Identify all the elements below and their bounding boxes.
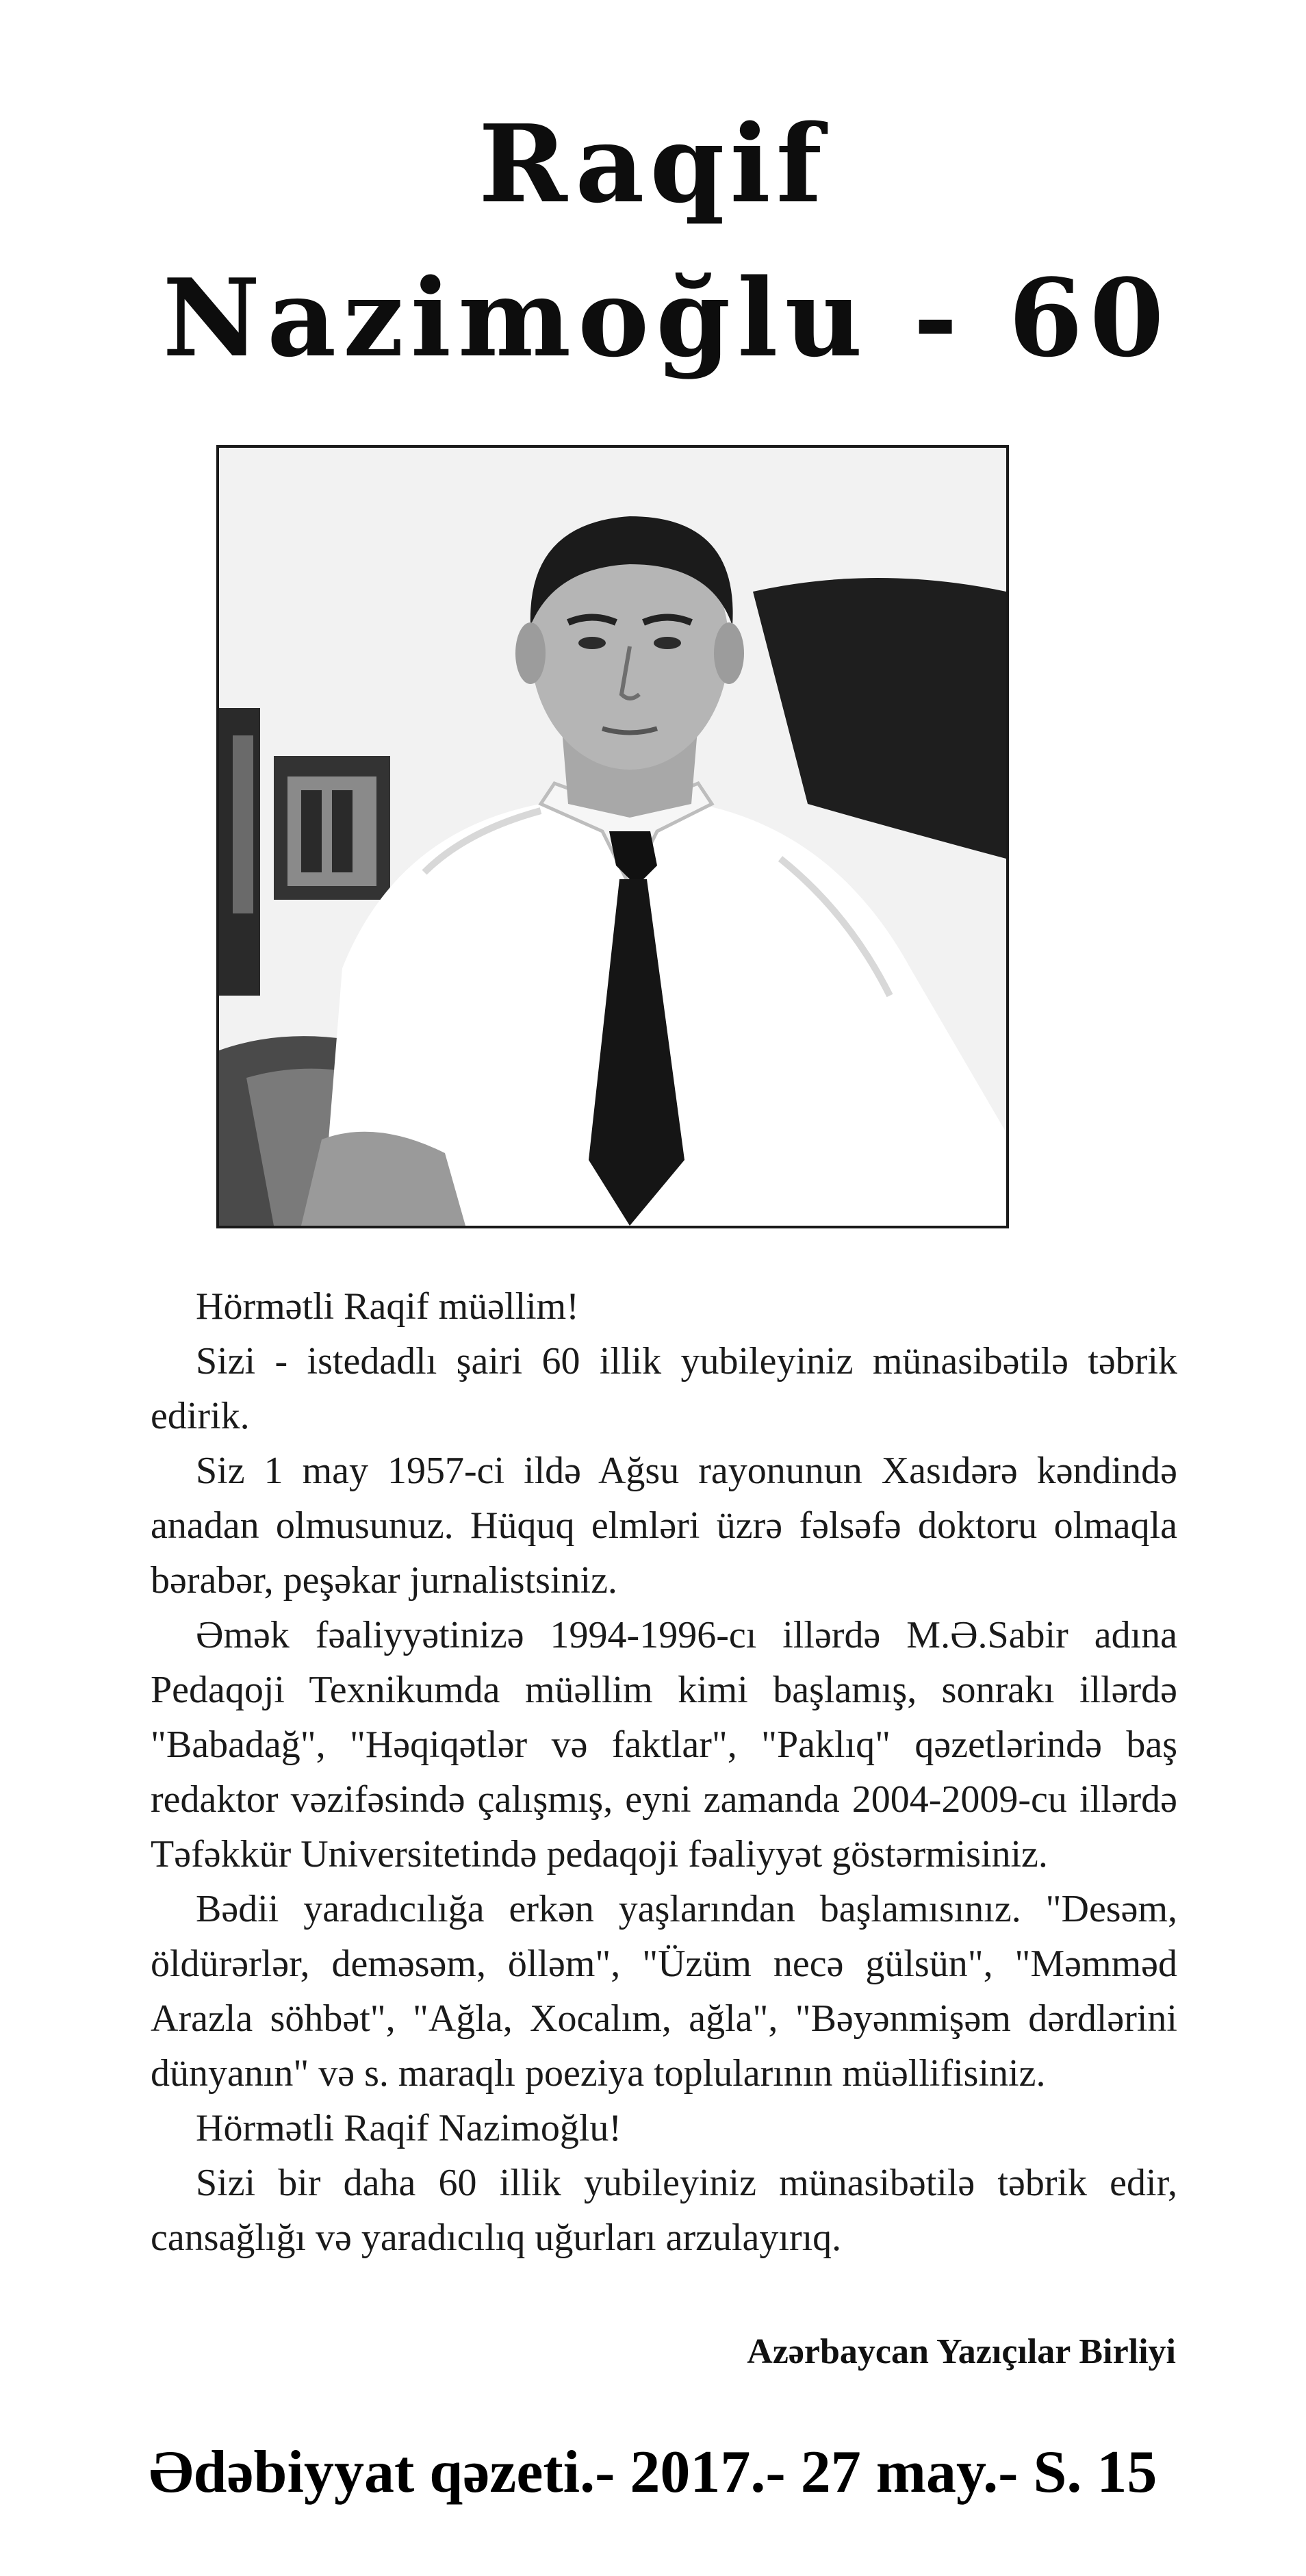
letter-body <box>151 1279 1177 2265</box>
portrait-photo <box>216 445 1009 1228</box>
letter-paragraph: Siz 1 may 1957-ci ildə Ağsu rayonunun Xasıdərə kəndində anadan olmusunuz. Hüquq elmləri üzrə fəlsəfə doktoru olmaqla bərabər, peşəkar jurnalistsiniz. <box>151 1450 1177 1602</box>
letter-signature: Azərbaycan Yazıçılar Birliyi <box>747 2332 1176 2371</box>
letter-second-greeting: Hörmətli Raqif Nazimoğlu! <box>196 2107 622 2149</box>
letter-paragraph: Sizi bir daha 60 illik yubileyiniz münasibətilə təbrik edir, cansağlığı və yaradıcılıq uğurları arzulayırıq. <box>151 2162 1177 2259</box>
letter-paragraph: Sizi - istedadlı şairi 60 illik yubileyiniz münasibətilə təbrik edirik. <box>151 1340 1177 1437</box>
letter-greeting: Hörmətli Raqif müəllim! <box>196 1285 579 1328</box>
letter-paragraph: Bədii yaradıcılığa erkən yaşlarından başlamısınız. "Desəm, öldürərlər, deməsəm, ölləm", "Üzüm necə gülsün", "Məmməd Arazla söhbət", "Ağla, Xocalım, ağla", "Bəyənmişəm dərdlərini dünyanın" və s. maraqlı poeziya toplularının müəllifisiniz. <box>151 1888 1177 2095</box>
letter-paragraph: Əmək fəaliyyətinizə 1994-1996-cı illərdə M.Ə.Sabir adına Pedaqoji Texnikumda müəllim kimi başlamış, sonrakı illərdə "Babadağ", "Həqiqətlər və faktlar", "Paklıq" qəzetlərində baş redaktor vəzifəsində çalışmış, eyni zamanda 2004-2009-cu illərdə Təfəkkür Universitetində pedaqoji fəaliyyət göstərmisiniz. <box>151 1614 1177 1876</box>
source-citation: Ədəbiyyat qəzeti.- 2017.- 27 may.- S. 15 <box>149 2439 1157 2505</box>
article-title-line-2: Nazimoğlu - 60 <box>162 255 1171 381</box>
article-title-line-1: Raqif <box>478 101 828 227</box>
